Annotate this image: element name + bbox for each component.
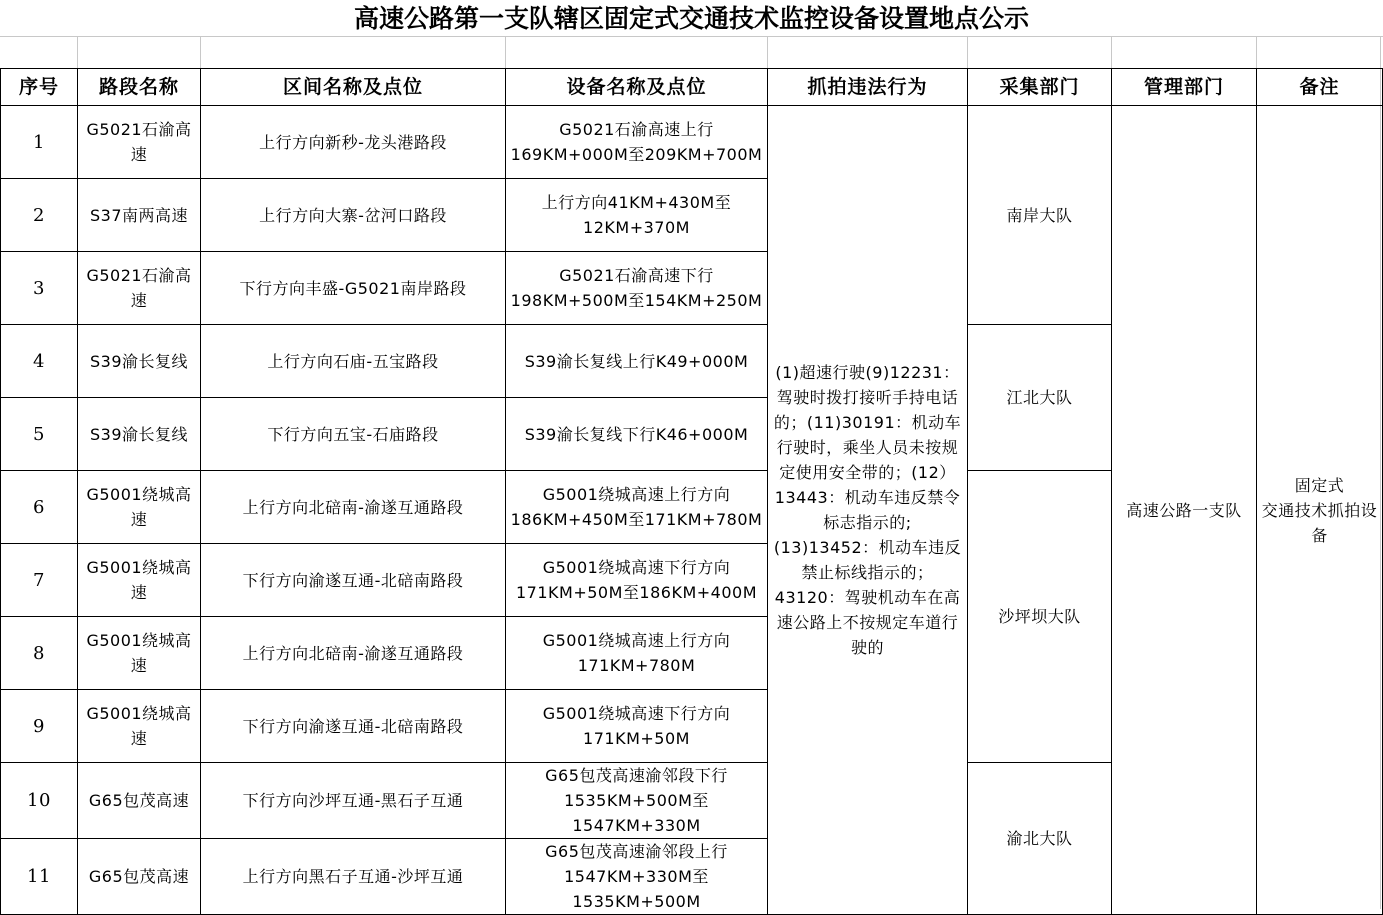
row-number[interactable]: 11 (1, 839, 78, 915)
road-cell[interactable]: G5001绕城高速 (78, 471, 201, 544)
device-cell[interactable] (506, 690, 768, 763)
device-line: G5001绕城高速上行方向 (542, 631, 731, 650)
device-line: G5001绕城高速下行方向 (542, 704, 731, 723)
device-cell[interactable] (506, 179, 768, 252)
device-cell[interactable] (506, 763, 768, 839)
header-cell[interactable]: 采集部门 (968, 69, 1112, 106)
section-cell[interactable]: 上行方向北碚南-渝遂互通路段 (201, 471, 506, 544)
row-number[interactable]: 9 (1, 690, 78, 763)
collect-dept-cell[interactable]: 沙坪坝大队 (968, 471, 1112, 763)
device-line: 1535KM+500M至1547KM+330M (564, 791, 709, 835)
device-line: G65包茂高速渝邻段上行 (545, 842, 728, 861)
device-cell[interactable] (506, 544, 768, 617)
device-line: 186KM+450M至171KM+780M (510, 510, 763, 529)
road-cell[interactable]: G5001绕城高速 (78, 690, 201, 763)
device-line: 12KM+370M (583, 218, 690, 237)
remark-line: 固定式 (1294, 475, 1345, 495)
device-line: 171KM+50M (583, 729, 690, 748)
header-cell[interactable]: 管理部门 (1112, 69, 1257, 106)
row-number[interactable]: 4 (1, 325, 78, 398)
header-cell[interactable]: 设备名称及点位 (506, 69, 768, 106)
section-cell[interactable]: 上行方向新秒-龙头港路段 (201, 106, 506, 179)
device-line: 171KM+780M (577, 656, 696, 675)
road-cell[interactable]: G5021石渝高速 (78, 252, 201, 325)
device-line: G5021石渝高速下行 (559, 266, 714, 285)
road-cell[interactable]: S39渝长复线 (78, 325, 201, 398)
section-cell[interactable]: 上行方向黑石子互通-沙坪互通 (201, 839, 506, 915)
row-number[interactable]: 3 (1, 252, 78, 325)
device-cell[interactable]: S39渝长复线下行K46+000M (506, 398, 768, 471)
row-number[interactable]: 10 (1, 763, 78, 839)
header-cell[interactable]: 抓拍违法行为 (768, 69, 968, 106)
row-number[interactable]: 1 (1, 106, 78, 179)
header-cell[interactable]: 备注 (1257, 69, 1383, 106)
equipment-table (0, 68, 1383, 915)
table-row (1, 106, 1383, 179)
row-number[interactable]: 6 (1, 471, 78, 544)
row-number[interactable]: 2 (1, 179, 78, 252)
row-number[interactable]: 8 (1, 617, 78, 690)
road-cell[interactable]: G5021石渝高速 (78, 106, 201, 179)
road-cell[interactable]: S39渝长复线 (78, 398, 201, 471)
remark-line: 交通技术抓拍设备 (1261, 500, 1378, 545)
violations-cell[interactable]: (1)超速行驶(9)12231：驾驶时拨打接听手持电话的；(11)30191：机动车行驶时，乘坐人员未按规定使用安全带的；(12）13443：机动车违反禁令标志指示的;(13)13452：机动车违反禁止标线指示的；43120：驾驶机动车在高速公路上不按规定车道行驶的 (768, 106, 968, 915)
device-cell[interactable] (506, 471, 768, 544)
page-title: 高速公路第一支队辖区固定式交通技术监控设备设置地点公示 (353, 4, 1029, 33)
section-cell[interactable]: 下行方向五宝-石庙路段 (201, 398, 506, 471)
device-cell[interactable] (506, 617, 768, 690)
road-cell[interactable]: G65包茂高速 (78, 839, 201, 915)
device-cell[interactable] (506, 839, 768, 915)
section-cell[interactable]: 下行方向渝遂互通-北碚南路段 (201, 544, 506, 617)
device-line: 198KM+500M至154KM+250M (510, 291, 763, 310)
header-cell[interactable]: 路段名称 (78, 69, 201, 106)
road-cell[interactable]: G65包茂高速 (78, 763, 201, 839)
device-cell[interactable] (506, 106, 768, 179)
device-cell[interactable] (506, 252, 768, 325)
road-cell[interactable]: G5001绕城高速 (78, 544, 201, 617)
device-line: 169KM+000M至209KM+700M (510, 145, 763, 164)
device-line: 171KM+50M至186KM+400M (516, 583, 757, 602)
remark-cell[interactable] (1257, 106, 1383, 915)
section-cell[interactable]: 下行方向渝遂互通-北碚南路段 (201, 690, 506, 763)
section-cell[interactable]: 下行方向沙坪互通-黑石子互通 (201, 763, 506, 839)
device-line: 1547KM+330M至1535KM+500M (564, 867, 709, 911)
section-cell[interactable]: 上行方向大寨-岔河口路段 (201, 179, 506, 252)
header-cell[interactable]: 序号 (1, 69, 78, 106)
road-cell[interactable]: G5001绕城高速 (78, 617, 201, 690)
collect-dept-cell[interactable]: 江北大队 (968, 325, 1112, 471)
device-cell[interactable]: S39渝长复线上行K49+000M (506, 325, 768, 398)
device-line: 上行方向41KM+430M至 (541, 193, 732, 212)
manage-dept-cell[interactable]: 高速公路一支队 (1112, 106, 1257, 915)
section-cell[interactable]: 下行方向丰盛-G5021南岸路段 (201, 252, 506, 325)
header-row (1, 69, 1383, 106)
device-line: G5001绕城高速上行方向 (542, 485, 731, 504)
device-line: G5021石渝高速上行 (559, 120, 714, 139)
collect-dept-cell[interactable]: 渝北大队 (968, 763, 1112, 915)
header-cell[interactable]: 区间名称及点位 (201, 69, 506, 106)
device-line: G65包茂高速渝邻段下行 (545, 766, 728, 785)
device-line: G5001绕城高速下行方向 (542, 558, 731, 577)
row-number[interactable]: 5 (1, 398, 78, 471)
road-cell[interactable]: S37南两高速 (78, 179, 201, 252)
section-cell[interactable]: 上行方向北碚南-渝遂互通路段 (201, 617, 506, 690)
section-cell[interactable]: 上行方向石庙-五宝路段 (201, 325, 506, 398)
collect-dept-cell[interactable]: 南岸大队 (968, 106, 1112, 325)
gridline (0, 36, 1383, 37)
row-number[interactable]: 7 (1, 544, 78, 617)
